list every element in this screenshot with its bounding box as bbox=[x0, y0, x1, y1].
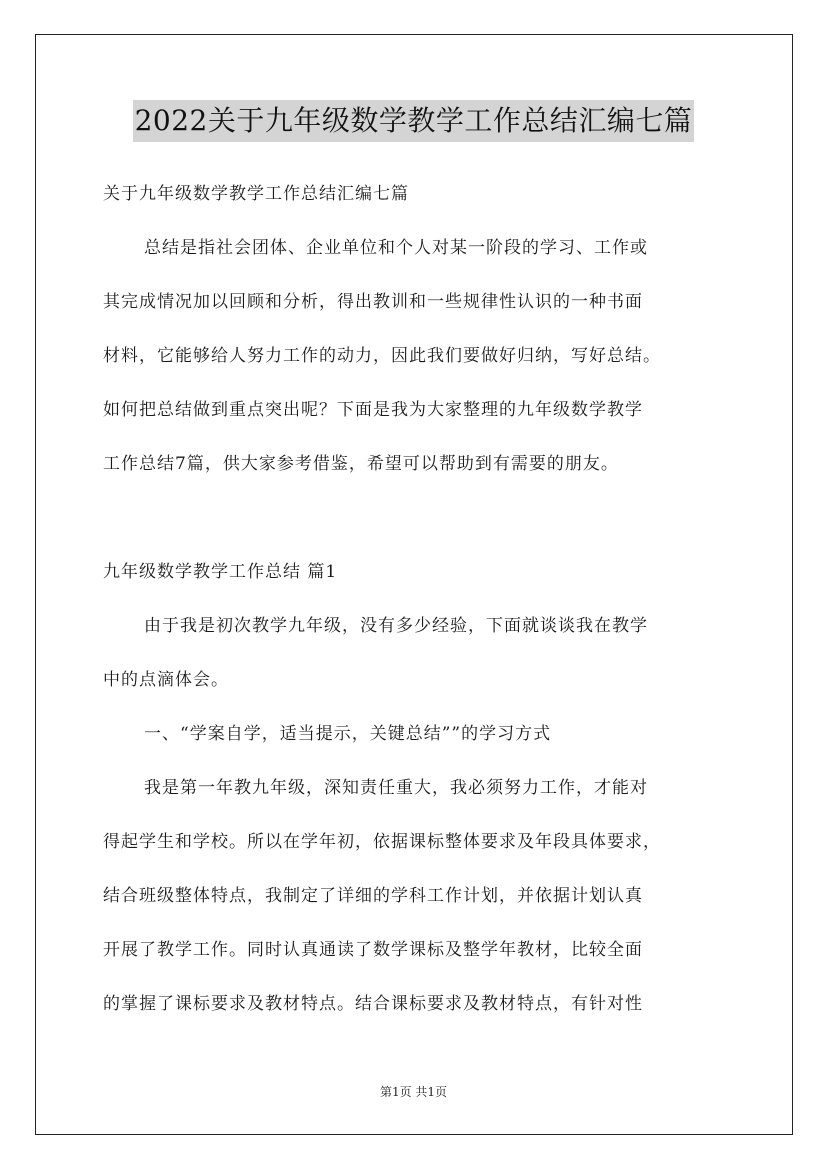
subheading-line: 一、“学案自学，适当提示，关键总结””的学习方式 bbox=[144, 724, 552, 744]
paragraph-line: 材料，它能够给人努力工作的动力，因此我们要做好归纳，写好总结。 bbox=[103, 346, 661, 366]
paragraph-line: 总结是指社会团体、企业单位和个人对某一阶段的学习、工作或 bbox=[144, 238, 648, 258]
paragraph-line: 由于我是初次教学九年级，没有多少经验，下面就谈谈我在教学 bbox=[144, 616, 648, 636]
paragraph-line: 开展了教学工作。同时认真通读了数学课标及整学年教材，比较全面 bbox=[103, 940, 643, 960]
document-title: 2022关于九年级数学教学工作总结汇编七篇 bbox=[133, 100, 695, 142]
paragraph-line: 的掌握了课标要求及教材特点。结合课标要求及教材特点，有针对性 bbox=[103, 994, 643, 1014]
paragraph-line: 中的点滴体会。 bbox=[103, 670, 229, 690]
section-heading: 九年级数学教学工作总结 篇1 bbox=[103, 562, 338, 582]
paragraph-line: 工作总结7篇，供大家参考借鉴，希望可以帮助到有需要的朋友。 bbox=[103, 454, 619, 474]
paragraph-line: 我是第一年教九年级，深知责任重大，我必须努力工作，才能对 bbox=[144, 778, 648, 798]
paragraph-line: 结合班级整体特点，我制定了详细的学科工作计划，并依据计划认真 bbox=[103, 886, 643, 906]
paragraph-line: 如何把总结做到重点突出呢？下面是我为大家整理的九年级数学教学 bbox=[103, 400, 643, 420]
paragraph-line: 得起学生和学校。所以在学年初，依据课标整体要求及年段具体要求， bbox=[103, 832, 661, 852]
page-footer: 第1页 共1页 bbox=[379, 1085, 448, 1099]
title-container bbox=[0, 100, 827, 142]
subtitle-line: 关于九年级数学教学工作总结汇编七篇 bbox=[103, 184, 409, 204]
paragraph-line: 其完成情况加以回顾和分析，得出教训和一些规律性认识的一种书面 bbox=[103, 292, 643, 312]
